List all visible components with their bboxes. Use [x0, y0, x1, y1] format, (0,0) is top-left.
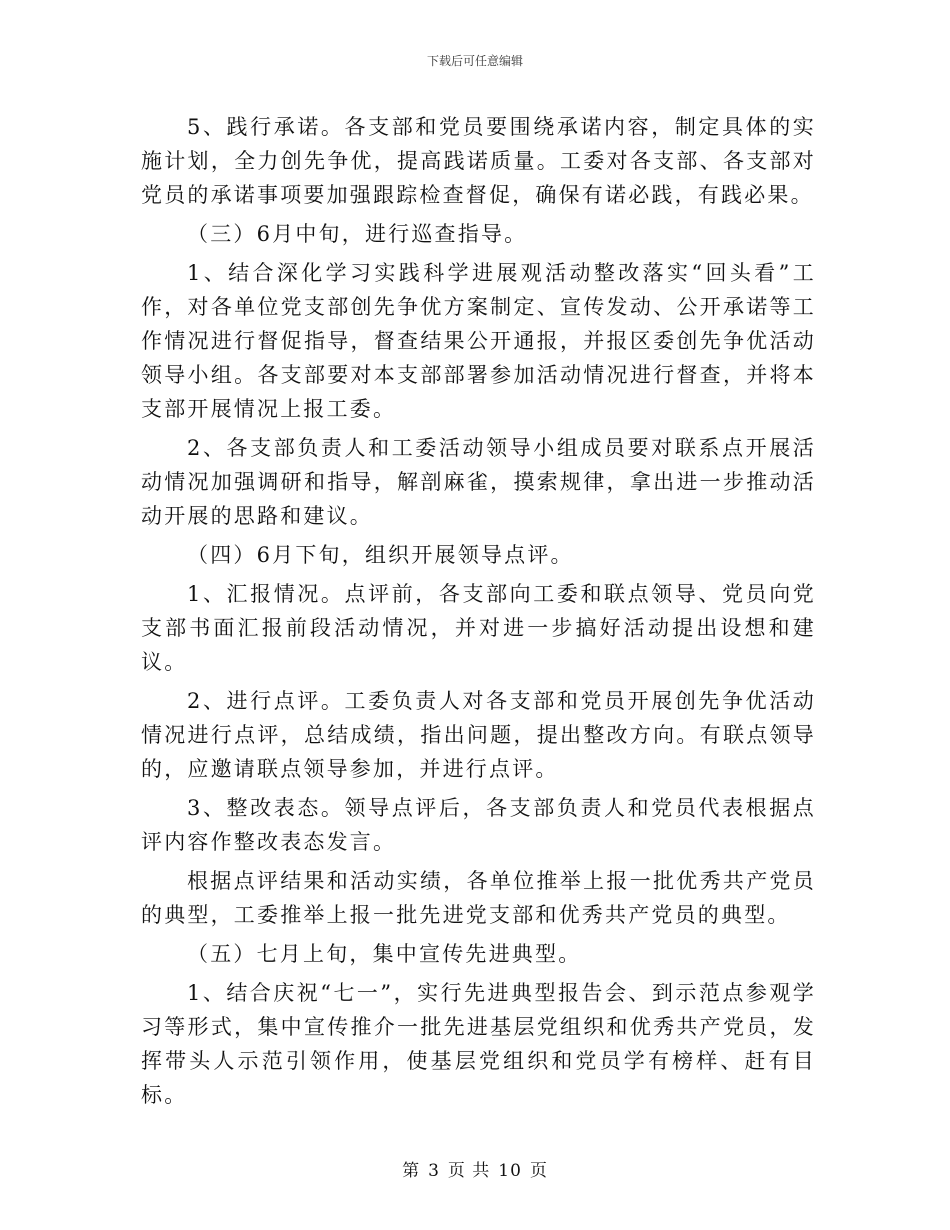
paragraph-review-2: 2、进行点评。工委负责人对各支部和党员开展创先争优活动情况进行点评，总结成绩，指出问题，提出整改方向。有联点领导的，应邀请联点领导参加，并进行点评。 [141, 689, 816, 781]
page-number: 3 [428, 1161, 440, 1181]
footer-prefix: 第 [402, 1161, 421, 1181]
paragraph-inspection-2: 2、各支部负责人和工委活动领导小组成员要对联系点开展活动情况加强调研和指导，解剖麻雀，摸索规律，拿出进一步推动活动开展的思路和建议。 [141, 436, 816, 528]
section-heading-4: （四）6月下旬，组织开展领导点评。 [187, 543, 574, 567]
paragraph-fulfill-commitment: 5、践行承诺。各支部和党员要围绕承诺内容，制定具体的实施计划，全力创先争优，提高践诺质量。工委对各支部、各支部对党员的承诺事项要加强跟踪检查督促，确保有诺必践，有践必果。 [141, 115, 816, 207]
paragraph-review-3: 3、整改表态。领导点评后，各支部负责人和党员代表根据点评内容作整改表态发言。 [141, 796, 816, 854]
footer-suffix: 页 [529, 1161, 548, 1181]
footer-middle: 页 共 [447, 1161, 491, 1181]
page-header: 下载后可任意编辑 [426, 54, 523, 68]
paragraph-review-summary: 根据点评结果和活动实绩，各单位推举上报一批优秀共产党员的典型，工委推举上报一批先进党支部和优秀共产党员的典型。 [141, 869, 816, 927]
paragraph-review-1: 1、汇报情况。点评前，各支部向工委和联点领导、党员向党支部书面汇报前段活动情况，并对进一步搞好活动提出设想和建议。 [141, 582, 816, 674]
page-footer [0, 1156, 950, 1181]
document-body [141, 110, 816, 1112]
total-pages: 10 [498, 1161, 522, 1181]
paragraph-promotion-1: 1、结合庆祝“七一”，实行先进典型报告会、到示范点参观学习等形式，集中宣传推介一批先进基层党组织和优秀共产党员，发挥带头人示范引领作用，使基层党组织和党员学有榜样、赶有目标。 [141, 981, 816, 1107]
paragraph-inspection-1: 1、结合深化学习实践科学进展观活动整改落实“回头看”工作，对各单位党支部创先争优方案制定、宣传发动、公开承诺等工作情况进行督促指导，督查结果公开通报，并报区委创先争优活动领导小组。各支部要对本支部部署参加活动情况进行督查，并将本支部开展情况上报工委。 [141, 261, 816, 421]
section-heading-3: （三）6月中旬，进行巡查指导。 [187, 222, 528, 246]
section-heading-5: （五）七月上旬，集中宣传先进典型。 [187, 942, 582, 966]
